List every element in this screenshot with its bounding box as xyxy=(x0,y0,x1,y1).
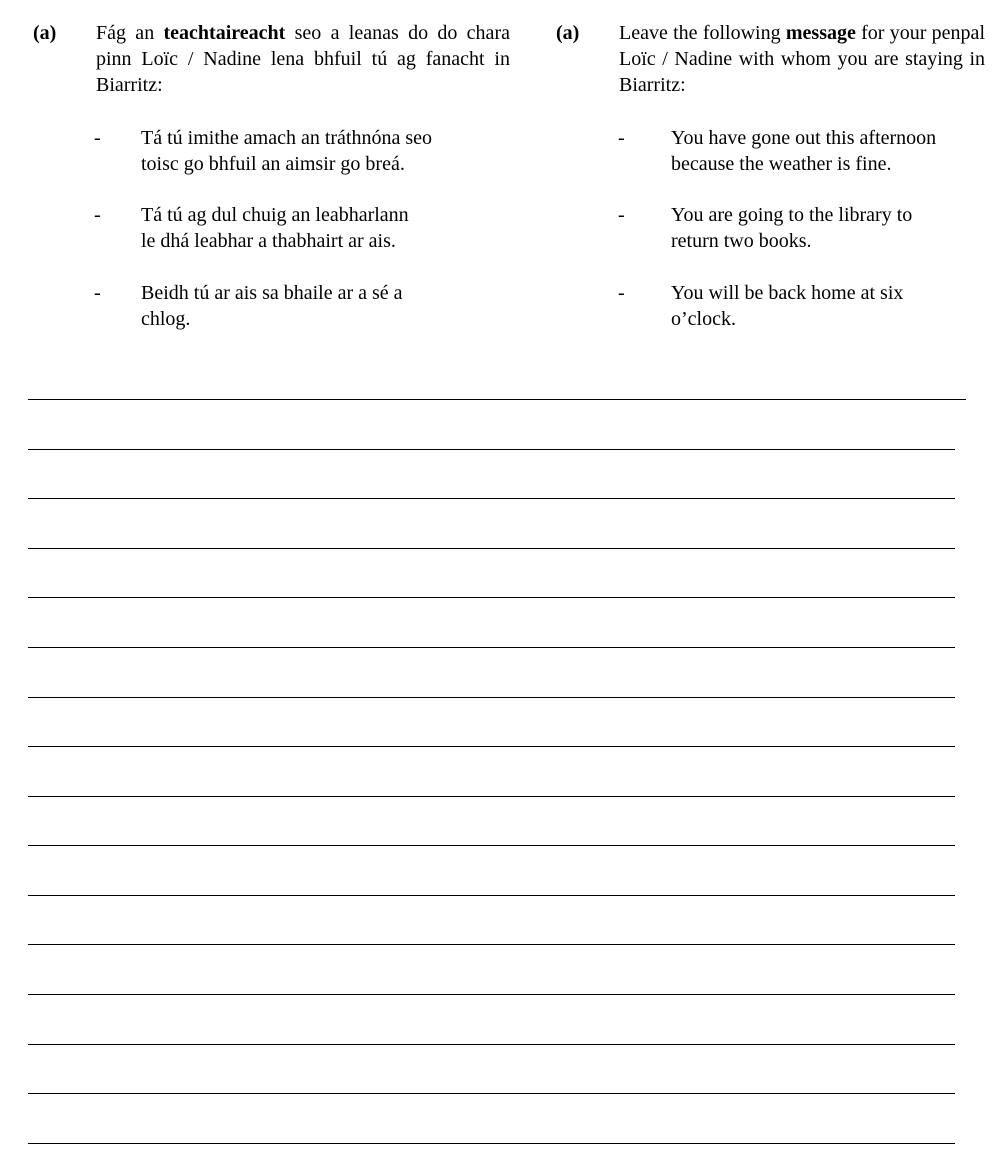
bullet-dash: - xyxy=(94,282,101,304)
instructions-text: for your penpal Loïc / Nadine with whom you are staying in Biarritz: xyxy=(619,22,985,96)
question-label: (a) xyxy=(556,22,580,44)
answer-line[interactable] xyxy=(28,845,955,846)
bullet-text xyxy=(671,125,991,177)
question-label: (a) xyxy=(33,22,57,44)
answer-line[interactable] xyxy=(28,597,955,598)
bullet-line: return two books. xyxy=(671,230,812,252)
answer-line[interactable] xyxy=(28,895,955,896)
bullet-line: o’clock. xyxy=(671,308,736,330)
bullet-dash: - xyxy=(618,127,625,149)
bullet-text xyxy=(141,280,501,332)
bullet-line: toisc go bhfuil an aimsir go breá. xyxy=(141,153,405,175)
bullet-text xyxy=(671,202,991,254)
bullet-dash: - xyxy=(94,127,101,149)
bullet-text xyxy=(671,280,991,332)
answer-line[interactable] xyxy=(28,746,955,747)
bullet-line: Tá tú ag dul chuig an leabharlann xyxy=(141,204,409,226)
instructions-keyword: teachtaireacht xyxy=(163,22,286,44)
bullet-text xyxy=(141,202,501,254)
answer-line[interactable] xyxy=(28,1093,955,1094)
answer-line[interactable] xyxy=(28,399,966,400)
bullet-line: You have gone out this afternoon xyxy=(671,127,937,149)
question-instructions xyxy=(619,20,985,98)
bullet-line: le dhá leabhar a thabhairt ar ais. xyxy=(141,230,396,252)
answer-line[interactable] xyxy=(28,449,955,450)
answer-line[interactable] xyxy=(28,697,955,698)
bullet-dash: - xyxy=(618,204,625,226)
instructions-keyword: message xyxy=(785,22,856,44)
answer-line[interactable] xyxy=(28,1143,955,1144)
bullet-line: You are going to the library to xyxy=(671,204,913,226)
bullet-line: You will be back home at six xyxy=(671,282,904,304)
answer-line[interactable] xyxy=(28,548,955,549)
answer-line[interactable] xyxy=(28,498,955,499)
instructions-text: seo a leanas do do chara pinn Loïc / Nadine lena bhfuil tú ag fanacht in Biarritz: xyxy=(96,22,510,96)
question-instructions xyxy=(96,20,510,98)
answer-line[interactable] xyxy=(28,647,955,648)
bullet-text xyxy=(141,125,501,177)
bullet-line: because the weather is fine. xyxy=(671,153,892,175)
bullet-dash: - xyxy=(94,204,101,226)
bullet-line: chlog. xyxy=(141,308,191,330)
answer-line[interactable] xyxy=(28,994,955,995)
bullet-dash: - xyxy=(618,282,625,304)
instructions-text: Fág an xyxy=(96,22,164,44)
instructions-text: Leave the following xyxy=(619,22,786,44)
answer-line[interactable] xyxy=(28,1044,955,1045)
answer-line[interactable] xyxy=(28,796,955,797)
bullet-line: Tá tú imithe amach an tráthnóna seo xyxy=(141,127,433,149)
bullet-line: Beidh tú ar ais sa bhaile ar a sé a xyxy=(141,282,403,304)
answer-line[interactable] xyxy=(28,944,955,945)
